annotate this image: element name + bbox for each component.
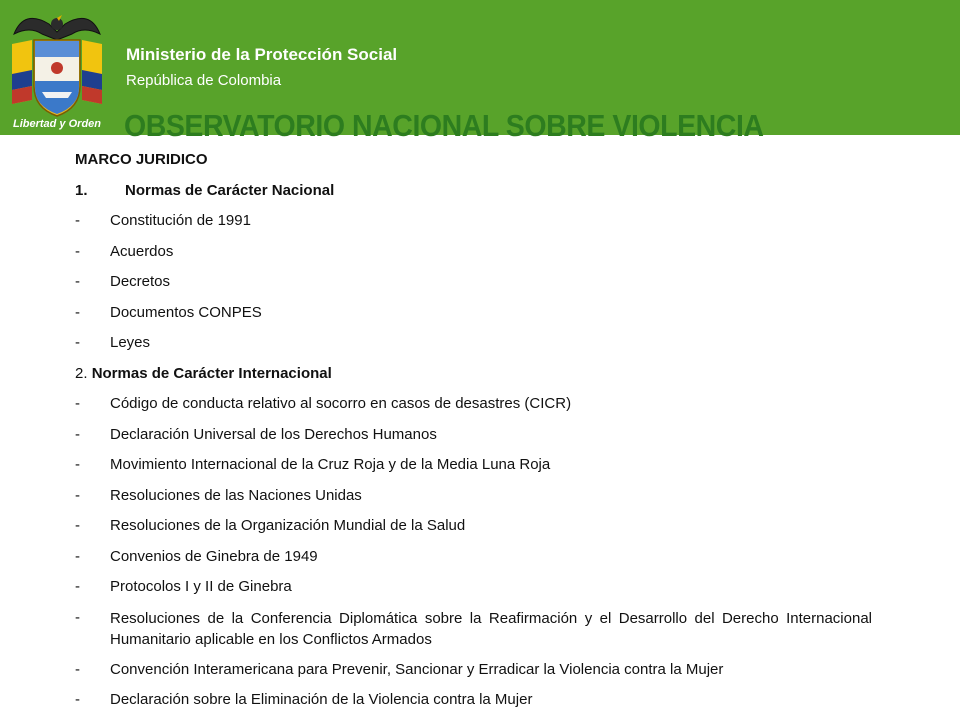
section-title: Normas de Carácter Internacional: [91, 364, 332, 382]
dash: -: [75, 578, 80, 595]
dash: -: [75, 212, 80, 229]
dash: -: [75, 517, 80, 534]
republic-name: República de Colombia: [126, 72, 282, 89]
list-item: [75, 486, 875, 517]
list-item: [75, 455, 875, 486]
list-item-text: Código de conducta relativo al socorro en casos de desastres (CICR): [110, 395, 572, 412]
list-item-text: Documentos CONPES: [110, 303, 262, 321]
crest-motto: Libertad y Orden: [12, 118, 102, 130]
list-item-text: Constitución de 1991: [110, 212, 251, 229]
dash: -: [75, 456, 80, 473]
list-item-text: Decretos: [110, 273, 171, 290]
section-number: 1.: [75, 181, 88, 199]
colombia-coat-of-arms-icon: [4, 4, 110, 132]
dash: -: [75, 395, 80, 412]
list-item: [75, 516, 875, 547]
list-item-text: Convención Interamericana para Prevenir, Sancionar y Erradicar la Violencia contra la Mujer: [110, 660, 724, 678]
ministry-name: Ministerio de la Protección Social: [126, 45, 398, 64]
list-item-text: Leyes: [110, 334, 151, 351]
page-title: OBSERVATORIO NACIONAL SOBRE VIOLENCIA: [124, 108, 764, 143]
list-item: [75, 660, 875, 691]
dash: -: [75, 660, 80, 678]
dash: -: [75, 303, 80, 321]
list-item-text: Declaración sobre la Eliminación de la Violencia contra la Mujer: [110, 691, 533, 708]
dash: -: [75, 486, 80, 504]
list-item: [75, 690, 875, 721]
dash: -: [75, 547, 80, 565]
list-item-text: Movimiento Internacional de la Cruz Roja y de la Media Luna Roja: [110, 456, 551, 473]
list-item: [75, 242, 875, 273]
dash: -: [75, 273, 80, 290]
dash: -: [75, 242, 80, 260]
list-item: [75, 303, 875, 334]
list-item-text: Declaración Universal de los Derechos Humanos: [110, 425, 437, 443]
marco-juridico-heading: MARCO JURIDICO: [75, 151, 208, 168]
section-title: Normas de Carácter Nacional: [125, 181, 335, 199]
list-item: [75, 608, 875, 660]
dash: -: [75, 425, 80, 443]
list-item: [75, 394, 875, 425]
list-item-text: Resoluciones de la Organización Mundial de la Salud: [110, 517, 466, 534]
list-item: [75, 547, 875, 578]
list-item-text: Resoluciones de la Conferencia Diplomática sobre la Reafirmación y el Desarrollo del Derecho Internacional Humanitario aplicable en los Conflictos Armados: [110, 609, 872, 648]
list-item-text: Acuerdos: [110, 242, 174, 260]
list-item-text: Convenios de Ginebra de 1949: [110, 547, 318, 565]
dash: -: [75, 608, 80, 626]
list-item: [75, 333, 875, 364]
section-2-heading: [75, 364, 875, 395]
list-item-text: Protocolos I y II de Ginebra: [110, 578, 292, 595]
document-body: [75, 150, 875, 721]
dash: -: [75, 691, 80, 708]
list-item: [75, 425, 875, 456]
list-item: [75, 272, 875, 303]
list-item: [75, 211, 875, 242]
section-number: 2.: [75, 364, 88, 382]
dash: -: [75, 334, 80, 351]
section-1-heading: [75, 181, 875, 212]
list-item-text: Resoluciones de las Naciones Unidas: [110, 486, 362, 504]
list-item: [75, 577, 875, 608]
